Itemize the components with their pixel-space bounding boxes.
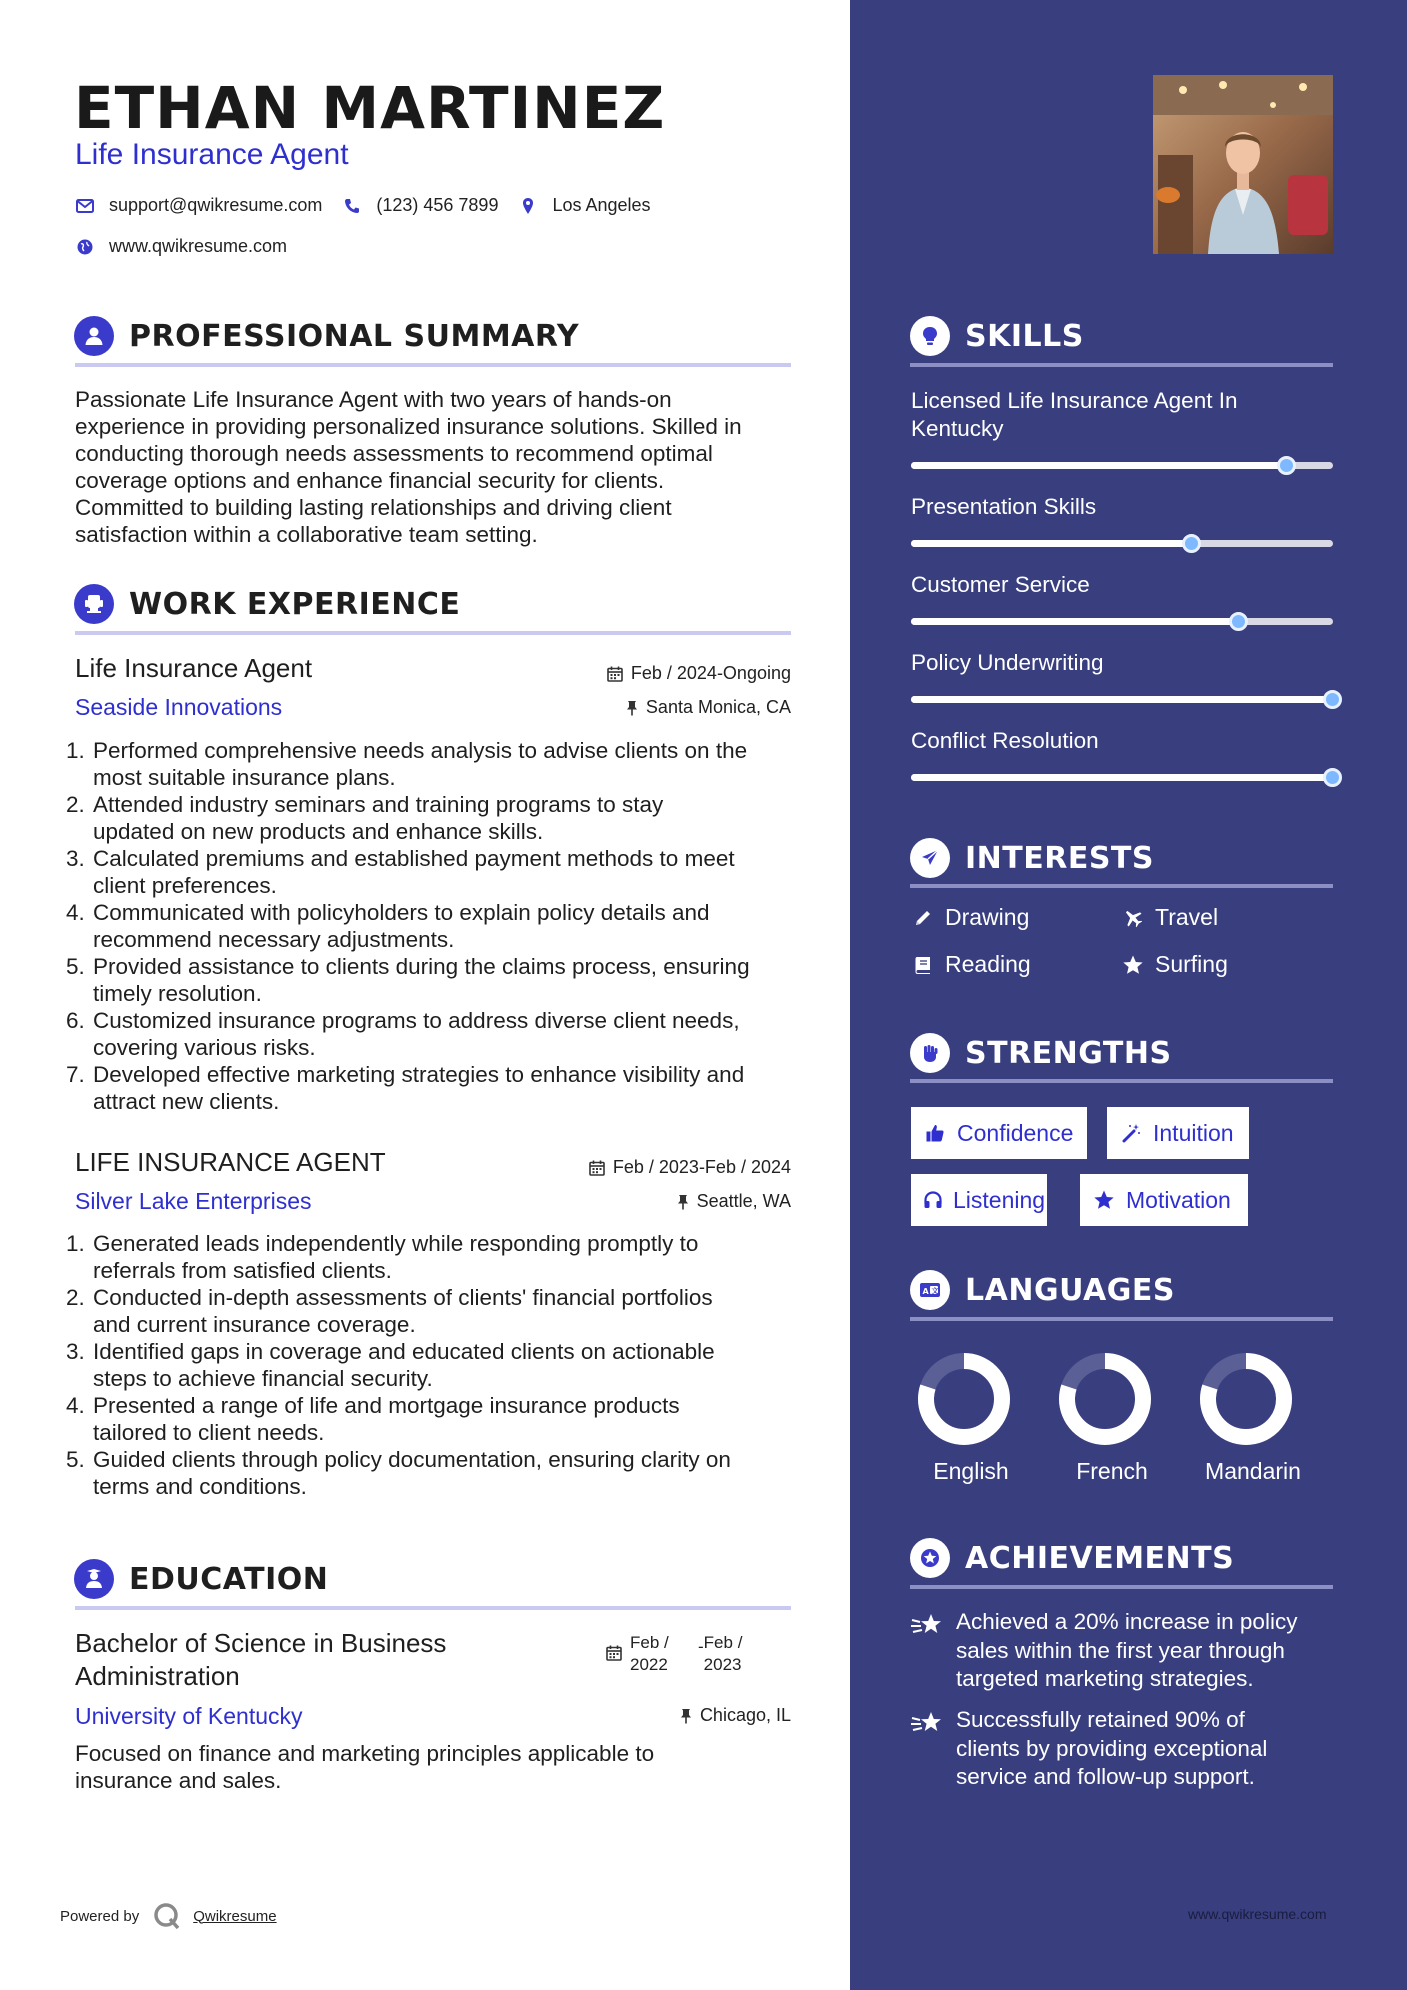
education-divider — [75, 1606, 791, 1610]
summary-line: conducting thorough needs assessments to recommend optimal — [75, 441, 713, 466]
skill-slider[interactable] — [911, 774, 1333, 781]
envelope-icon — [75, 196, 95, 216]
list-item: Guided clients through policy documentation, ensuring clarity on terms and conditions. — [93, 1447, 731, 1499]
list-item: Communicated with policyholders to explain policy details and recommend necessary adjustments. — [93, 900, 710, 952]
magic-wand-icon — [1119, 1121, 1143, 1145]
language-ring — [1191, 1344, 1301, 1459]
job-location-text: Santa Monica, CA — [645, 697, 791, 717]
globe-icon — [75, 237, 95, 257]
skill-label: Presentation Skills — [911, 494, 1097, 519]
skills-divider — [910, 363, 1333, 367]
book-icon — [911, 953, 935, 977]
experience-title: WORK EXPERIENCE — [129, 586, 461, 622]
list-item: Customized insurance programs to address diverse client needs, covering various risks. — [93, 1008, 740, 1060]
strengths-divider — [910, 1079, 1333, 1083]
job-company: Silver Lake Enterprises — [75, 1188, 312, 1214]
award-star-icon — [910, 1538, 950, 1578]
plane-icon — [1121, 906, 1145, 930]
list-item: Identified gaps in coverage and educated clients on actionable steps to achieve financial security. — [93, 1339, 715, 1391]
skill-slider[interactable] — [911, 462, 1333, 469]
skill-label: Licensed Life Insurance Agent In Kentucky — [911, 388, 1238, 441]
star-icon — [1121, 953, 1145, 977]
strength-badge: Intuition — [1107, 1107, 1249, 1159]
list-item: Attended industry seminars and training programs to stay updated on new products and enhance skills. — [93, 792, 664, 844]
headphones-icon — [923, 1188, 943, 1212]
qwikresume-link[interactable]: Qwikresume — [193, 1907, 277, 1925]
list-item: Calculated premiums and established payment methods to meet client preferences. — [93, 846, 735, 898]
thumbs-up-icon — [923, 1121, 947, 1145]
job-dates — [589, 1157, 791, 1178]
languages-heading — [910, 1270, 1175, 1310]
summary-heading — [74, 316, 579, 356]
skill-label: Conflict Resolution — [911, 728, 1099, 753]
footer-website[interactable]: www.qwikresume.com — [1188, 1906, 1327, 1922]
language-label: English — [933, 1458, 1009, 1484]
lightbulb-icon — [910, 316, 950, 356]
strengths-heading — [910, 1033, 1172, 1073]
calendar-icon — [606, 1645, 622, 1661]
achievement-item: Achieved a 20% increase in policy sales within the first year through targeted marketing strategies. — [910, 1608, 1330, 1694]
phone-number[interactable]: (123) 456 7899 — [376, 195, 499, 215]
language-label: French — [1076, 1458, 1148, 1484]
slider-handle[interactable] — [1323, 690, 1342, 709]
job-bullets — [66, 737, 796, 1115]
graduate-icon — [74, 1559, 114, 1599]
achievements-heading — [910, 1538, 1234, 1578]
education-location — [680, 1705, 791, 1726]
qwikresume-logo-icon — [153, 1902, 181, 1930]
summary-line: experience in providing personalized insurance solutions. Skilled in — [75, 414, 742, 439]
list-item: Developed effective marketing strategies to enhance visibility and attract new clients. — [93, 1062, 745, 1114]
phone-icon — [342, 196, 362, 216]
website-row — [75, 236, 287, 257]
list-item: Provided assistance to clients during the claims process, ensuring timely resolution. — [93, 954, 750, 1006]
education-dates — [606, 1632, 742, 1676]
summary-line: Passionate Life Insurance Agent with two years of hands-on — [75, 387, 672, 412]
interests-heading — [910, 838, 1154, 878]
pencil-icon — [911, 906, 935, 930]
interests-divider — [910, 884, 1333, 888]
education-heading — [74, 1559, 328, 1599]
svg-text:A: A — [922, 1287, 929, 1296]
shooting-star-icon — [910, 1706, 946, 1792]
skills-heading — [910, 316, 1084, 356]
skill-slider[interactable] — [911, 618, 1333, 625]
job-title: LIFE INSURANCE AGENT — [75, 1147, 386, 1177]
pushpin-icon — [680, 1708, 692, 1724]
shooting-star-icon — [910, 1608, 946, 1694]
interest-item: Travel — [1121, 904, 1218, 931]
skill-slider[interactable] — [911, 696, 1333, 703]
job-location-text: Seattle, WA — [696, 1191, 791, 1211]
achievement-item: Successfully retained 90% of clients by providing exceptional service and follow-up support. — [910, 1706, 1330, 1792]
pushpin-icon — [626, 700, 638, 716]
languages-divider — [910, 1317, 1333, 1321]
summary-line: satisfaction within a collaborative team setting. — [75, 522, 538, 547]
achievements-title: ACHIEVEMENTS — [965, 1540, 1235, 1576]
strength-badge: Motivation — [1080, 1174, 1248, 1226]
achievements-divider — [910, 1585, 1333, 1589]
date-separator: - — [698, 1637, 704, 1656]
star-icon — [1092, 1188, 1116, 1212]
start-date: Feb / 2022 — [630, 1633, 669, 1674]
job-dates-text: Feb / 2023-Feb / 2024 — [612, 1157, 791, 1177]
email-link[interactable]: support@qwikresume.com — [109, 195, 323, 215]
summary-line: coverage options and enhance financial security for clients. — [75, 468, 665, 493]
translate-icon — [910, 1270, 950, 1310]
strength-badge: Listening — [911, 1174, 1047, 1226]
slider-handle[interactable] — [1323, 768, 1342, 787]
summary-divider — [75, 363, 791, 367]
list-item: Presented a range of life and mortgage insurance products tailored to client needs. — [93, 1393, 680, 1445]
list-item: Generated leads independently while responding promptly to referrals from satisfied clients. — [93, 1231, 699, 1283]
pushpin-icon — [677, 1194, 689, 1210]
degree-title: Bachelor of Science in Business Administration — [75, 1628, 447, 1691]
slider-handle[interactable] — [1277, 456, 1296, 475]
candidate-role: Life Insurance Agent — [75, 138, 349, 171]
interest-item: Drawing — [911, 904, 1029, 931]
job-location — [677, 1191, 791, 1212]
website-link[interactable]: www.qwikresume.com — [109, 236, 288, 256]
paper-plane-icon — [910, 838, 950, 878]
map-pin-icon — [518, 196, 538, 216]
education-location-text: Chicago, IL — [699, 1705, 791, 1725]
job-title: Life Insurance Agent — [75, 653, 313, 683]
education-description: Focused on finance and marketing principles applicable to insurance and sales. — [75, 1741, 655, 1793]
job-bullets — [66, 1230, 796, 1500]
list-item: Performed comprehensive needs analysis to advise clients on the most suitable insurance plans. — [93, 738, 748, 790]
education-title: EDUCATION — [129, 1561, 329, 1597]
summary-text — [75, 386, 805, 548]
calendar-icon — [589, 1160, 605, 1176]
list-item: Conducted in-depth assessments of clients' financial portfolios and current insurance coverage. — [93, 1285, 713, 1337]
skill-label: Customer Service — [911, 572, 1090, 597]
interests-title: INTERESTS — [965, 840, 1154, 876]
interest-item: Reading — [911, 951, 1031, 978]
skills-title: SKILLS — [965, 318, 1084, 354]
languages-title: LANGUAGES — [965, 1272, 1175, 1308]
language-ring — [909, 1344, 1019, 1459]
strengths-title: STRENGTHS — [965, 1035, 1172, 1071]
briefcase-icon — [74, 584, 114, 624]
job-dates — [607, 663, 791, 684]
job-dates-text: Feb / 2024-Ongoing — [630, 663, 791, 683]
fist-icon — [910, 1033, 950, 1073]
calendar-icon — [607, 666, 623, 682]
language-ring — [1050, 1344, 1160, 1459]
strength-badge: Confidence — [911, 1107, 1087, 1159]
experience-heading — [74, 584, 460, 624]
end-date: Feb / 2023 — [703, 1633, 743, 1674]
candidate-name: ETHAN MARTINEZ — [74, 74, 666, 142]
contact-row — [75, 195, 651, 216]
powered-by: Powered by Qwikresume — [60, 1902, 277, 1930]
profile-photo — [1153, 75, 1333, 254]
job-location — [626, 697, 791, 718]
location-text: Los Angeles — [552, 195, 651, 215]
skill-label: Policy Underwriting — [911, 650, 1104, 675]
summary-line: Committed to building lasting relationships and driving client — [75, 495, 672, 520]
skill-slider[interactable] — [911, 540, 1333, 547]
job-company: Seaside Innovations — [75, 694, 283, 720]
school-name: University of Kentucky — [75, 1703, 303, 1729]
language-label: Mandarin — [1205, 1458, 1301, 1484]
svg-text:文: 文 — [931, 1287, 939, 1295]
user-icon — [74, 316, 114, 356]
experience-divider — [75, 631, 791, 635]
interest-item: Surfing — [1121, 951, 1228, 978]
summary-title: PROFESSIONAL SUMMARY — [129, 318, 580, 354]
